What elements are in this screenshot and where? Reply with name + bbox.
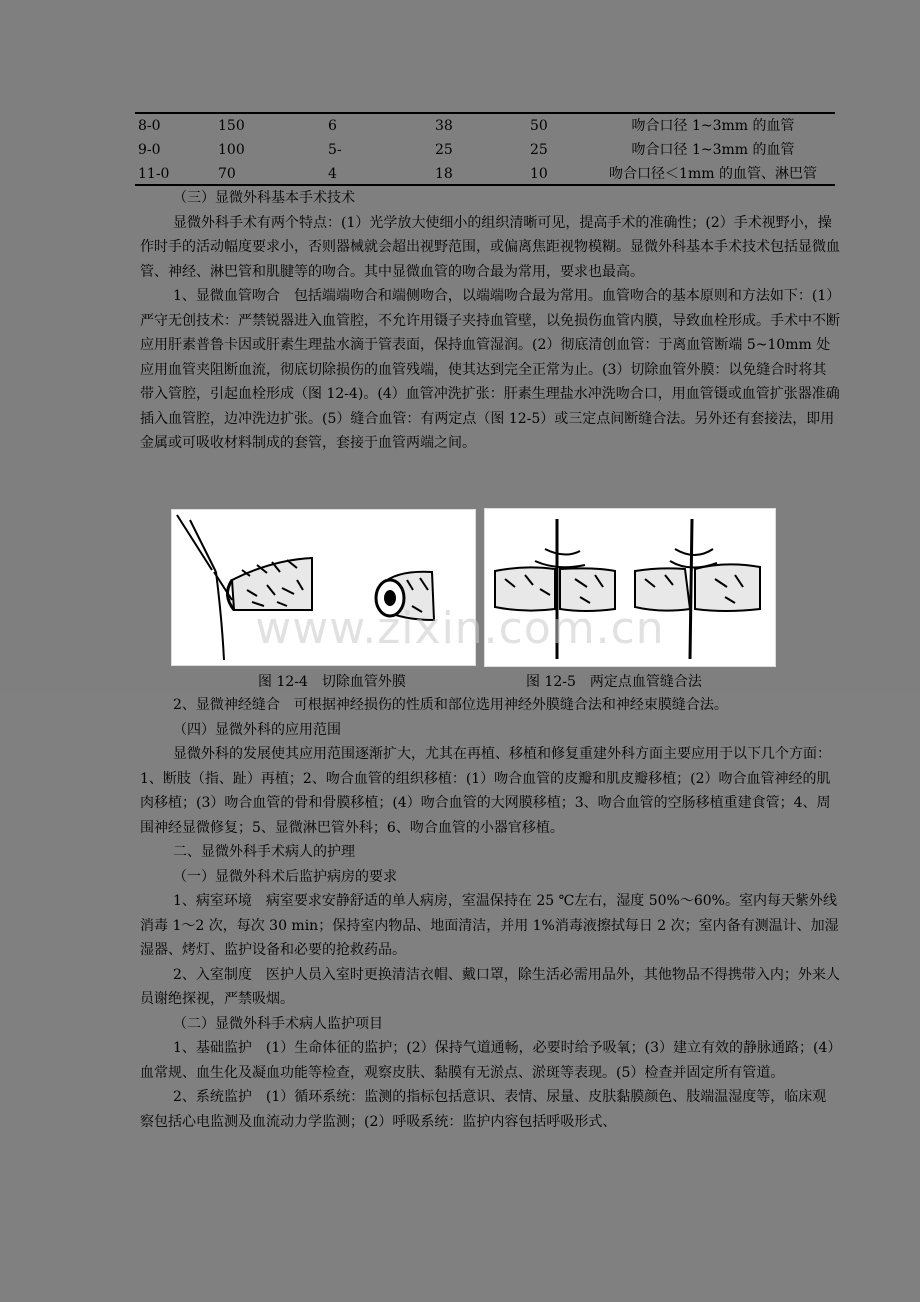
table-row [135,114,835,138]
paragraph: 1、基础监护 (1）生命体征的监护；(2）保持气道通畅，必要时给予吸氧；(3）建立有效的静脉通路；(4）血常规、血生化及凝血功能等检查，观察皮肤、黏膜有无淤点、淤斑等表现。(5）检查并固定所有管道。 [140,1040,835,1081]
cell-size: 9-0 [138,142,161,158]
cell-c: 10 [530,166,548,182]
paragraph: 2、系统监护 (1）循环系统：监测的指标包括意识、表情、尿量、皮肤黏膜颜色、肢端温湿度等，临床观察包括心电监测及血流动力学监测；(2）呼吸系统：监护内容包括呼吸形式、 [140,1089,827,1130]
cell-b: 38 [435,118,453,134]
section-heading: （一）显微外科术后监护病房的要求 [173,868,397,885]
paragraph: 2、显微神经缝合 可根据神经损伤的性质和部位选用神经外膜缝合法和神经束膜缝合法。 [173,697,728,713]
cell-c: 25 [530,142,548,158]
section-heading: （二）显微外科手术病人监护项目 [173,1015,383,1032]
figure-12-5-caption: 图 12-5 两定点血管缝合法 [526,674,702,690]
section-surgical-techniques [140,186,840,456]
cell-size: 11-0 [138,166,170,182]
cell-a: 6 [328,118,337,134]
cell-c: 50 [530,118,548,134]
figure-12-4-caption: 图 12-4 切除血管外膜 [258,674,406,690]
cell-length: 150 [218,118,245,134]
paragraph: 1、显微血管吻合 包括端端吻合和端侧吻合，以端端吻合最为常用。血管吻合的基本原则和方法如下：(1）严守无创技术：严禁锐器进入血管腔，不允许用镊子夹持血管壁，以免损伤血管内膜，导致血栓形成。手术中不断应用肝素普鲁卡因或肝素生理盐水滴于管表面，保持血管湿润。(2）彻底清创血管：于离血管断端 5~10mm 处应用血管夹阻断血流，彻底切除损伤的血管残端，使其达到完全正常为止。(3）切除血管外膜：以免缝合时将其带入管腔，引起血栓形成（图 12-4)。(4）血管冲洗扩张：肝素生理盐水冲洗吻合口，用血管镊或血管扩张器准确插入血管腔，边冲洗边扩张。(5）缝合血管：有两定点（图 12-5）或三定点间断缝合法。另外还有套接法，即用金属或可吸收材料制成的套管，套接于血管两端之间。 [140,288,840,451]
paragraph: 显微外科手术有两个特点：(1）光学放大使细小的组织清晰可见，提高手术的准确性；(2）手术视野小，操作时手的活动幅度要求小，否则器械就会超出视野范围，或偏离焦距视物模糊。显微外科基本手术技术包括显微血管、神经、淋巴管和肌腱等的吻合。其中显微血管的吻合最为常用，要求也最高。 [140,214,840,280]
watermark: www.zixin.com.cn [255,603,665,654]
cell-a: 5- [328,142,342,158]
table-row [135,162,835,186]
section-heading: （三）显微外科基本手术技术 [173,190,355,206]
cell-length: 100 [218,142,245,158]
cell-b: 25 [435,142,453,158]
paragraph: 1、病室环境 病室要求安静舒适的单人病房，室温保持在 25 ℃左右，湿度 50%～60%。室内每天紫外线消毒 1～2 次，每次 30 min；保持室内物品、地面清洁，并用 1%消毒液擦拭每日 2 次；室内备有测温计、加湿湿器、烤灯、监护设备和必要的抢救药品。 [140,893,839,958]
cell-b: 18 [435,166,453,182]
paragraph: 2、入室制度 医护人员入室时更换清洁衣帽、戴口罩，除生活必需用品外，其他物品不得携带入内；外来人员谢绝探视，严禁吸烟。 [140,966,840,1007]
cell-use: 吻合口径 1~3mm 的血管 [631,118,795,134]
paragraph: 显微外科的发展使其应用范围逐渐扩大，尤其在再植、移植和修复重建外科方面主要应用于以下几个方面：1、断肢（指、趾）再植；2、吻合血管的组织移植：(1）吻合血管的皮瓣和肌皮瓣移植；(2）吻合血管神经的肌肉移植；(3）吻合血管的骨和骨膜移植；(4）吻合血管的大网膜移植；3、吻合血管的空肠移植重建食管；4、周围神经显微修复；5、显微淋巴管外科；6、吻合血管的小器官移植。 [140,746,831,836]
cell-use: 吻合口径 1~3mm 的血管 [631,142,795,158]
table-row [135,138,835,162]
section-lower [140,693,840,1134]
cell-a: 4 [328,166,337,182]
cell-size: 8-0 [138,118,161,134]
cell-length: 70 [218,166,236,182]
cell-use: 吻合口径＜1mm 的血管、淋巴管 [609,166,817,182]
section-heading: （四）显微外科的应用范围 [173,721,341,738]
section-heading: 二、显微外科手术病人的护理 [173,844,355,860]
